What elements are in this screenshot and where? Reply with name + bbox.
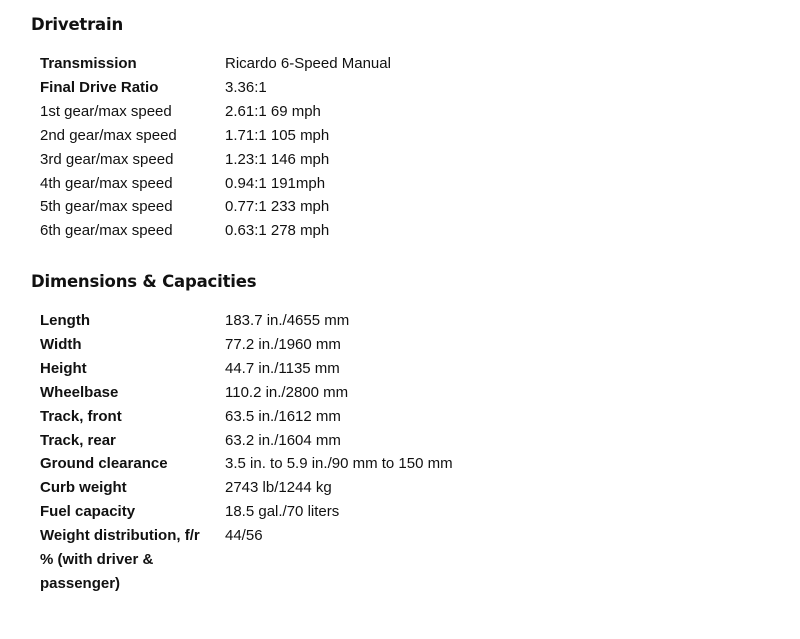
spec-row xyxy=(40,195,520,219)
drivetrain-spec-table xyxy=(40,52,520,243)
dimensions-spec-table xyxy=(40,309,520,596)
spec-row xyxy=(40,219,520,243)
spec-value: 1.23:1 146 mph xyxy=(225,150,330,168)
spec-value: 18.5 gal./70 liters xyxy=(225,503,340,521)
spec-value: 1.71:1 105 mph xyxy=(225,126,330,144)
spec-label: Final Drive Ratio xyxy=(40,78,159,96)
spec-value: 0.94:1 191mph xyxy=(225,174,326,192)
spec-row xyxy=(40,148,520,172)
spec-label: Width xyxy=(40,335,82,353)
drivetrain-heading: Drivetrain xyxy=(31,15,123,34)
spec-label: Ground clearance xyxy=(40,455,168,473)
spec-value: 63.5 in./1612 mm xyxy=(225,407,341,425)
spec-value: 2.61:1 69 mph xyxy=(225,102,321,120)
spec-value: 63.2 in./1604 mm xyxy=(225,431,341,449)
spec-value: 3.36:1 xyxy=(225,78,267,96)
spec-row xyxy=(40,429,520,453)
spec-row xyxy=(40,333,520,357)
spec-value: 77.2 in./1960 mm xyxy=(225,335,341,353)
spec-value: 110.2 in./2800 mm xyxy=(225,383,349,401)
spec-label: 1st gear/max speed xyxy=(40,102,172,120)
spec-label: 3rd gear/max speed xyxy=(40,150,174,168)
spec-value: 3.5 in. to 5.9 in./90 mm to 150 mm xyxy=(225,455,453,473)
dimensions-heading: Dimensions & Capacities xyxy=(31,272,257,291)
spec-row xyxy=(40,52,520,76)
spec-label: 4th gear/max speed xyxy=(40,174,173,192)
spec-label: Curb weight xyxy=(40,479,127,497)
spec-label: Length xyxy=(40,312,90,329)
spec-label: 2nd gear/max speed xyxy=(40,126,177,144)
spec-row xyxy=(40,124,520,148)
spec-row xyxy=(40,76,520,100)
spec-row xyxy=(40,309,520,333)
spec-label: 5th gear/max speed xyxy=(40,198,173,216)
spec-label: Weight distribution, f/r % (with driver & passenger) xyxy=(40,527,200,592)
spec-row xyxy=(40,172,520,196)
spec-row xyxy=(40,357,520,381)
spec-label: Wheelbase xyxy=(40,383,119,401)
spec-row xyxy=(40,405,520,429)
spec-value: Ricardo 6-Speed Manual xyxy=(225,55,391,72)
spec-value: 0.77:1 233 mph xyxy=(225,198,330,216)
spec-row xyxy=(40,381,520,405)
spec-row xyxy=(40,452,520,476)
spec-label: Transmission xyxy=(40,55,137,72)
spec-value: 0.63:1 278 mph xyxy=(225,222,330,240)
spec-label: 6th gear/max speed xyxy=(40,222,173,240)
spec-row xyxy=(40,100,520,124)
spec-value: 44.7 in./1135 mm xyxy=(225,359,340,377)
spec-label: Track, rear xyxy=(40,431,116,449)
spec-row xyxy=(40,476,520,500)
spec-value: 2743 lb/1244 kg xyxy=(225,479,332,497)
spec-value: 44/56 xyxy=(225,527,263,545)
spec-label: Fuel capacity xyxy=(40,503,136,521)
spec-row xyxy=(40,524,520,596)
spec-label-cell xyxy=(40,524,225,596)
spec-row xyxy=(40,500,520,524)
spec-label: Height xyxy=(40,359,87,377)
spec-label: Track, front xyxy=(40,407,122,425)
spec-value: 183.7 in./4655 mm xyxy=(225,312,350,329)
